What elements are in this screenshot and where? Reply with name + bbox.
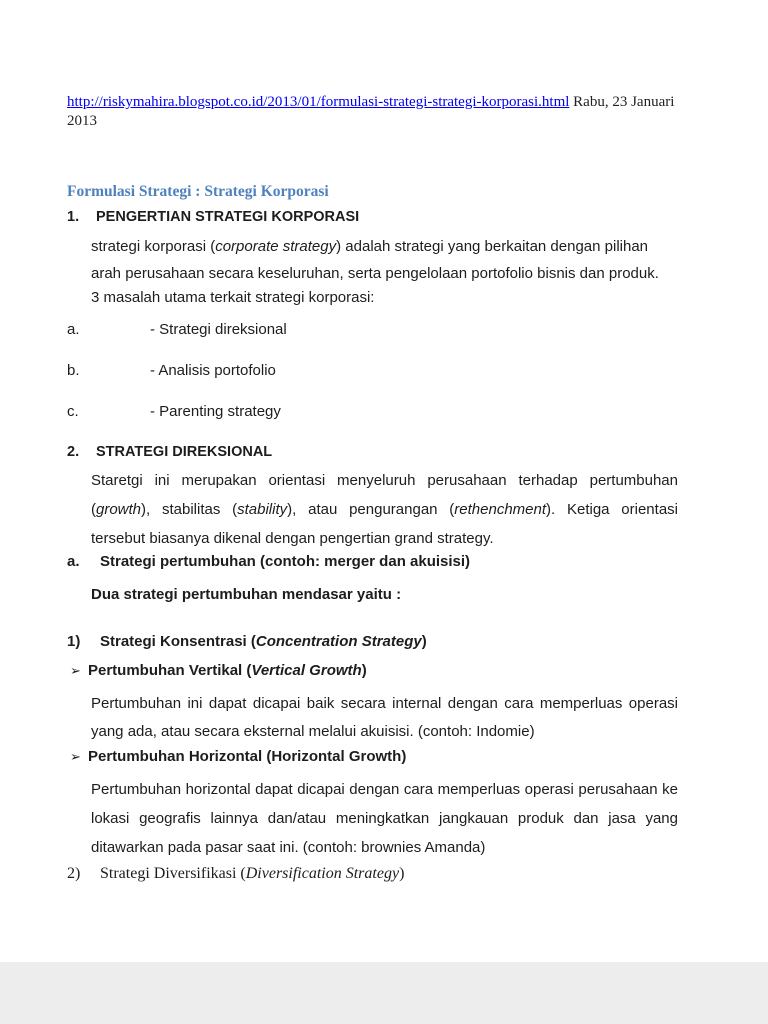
list-item-b <box>67 362 678 380</box>
list-item-c <box>67 403 678 421</box>
list-item-text: - Parenting strategy <box>150 403 281 420</box>
section-2-heading <box>67 443 678 461</box>
paragraph-horizontal: Pertumbuhan horizontal dapat dicapai dengan cara memperluas operasi perusahaan ke lokasi geografis lainnya dan/atau meningkatkan jangkauan produk dan jasa yang ditawarkan pada pasar saat ini. (contoh: brownies Amanda) <box>91 781 678 856</box>
paragraph-text: strategi korporasi ( <box>91 238 216 255</box>
paragraph-text: ) adalah strategi yang berkaitan dengan pilihan arah perusahaan secara keseluruhan, serta pengelolaan portofolio bisnis dan produk. <box>91 238 659 282</box>
section-1-heading <box>67 208 678 226</box>
italic-term: corporate strategy <box>215 238 337 255</box>
item-text-part: Strategi Konsentrasi ( <box>100 633 256 650</box>
list-item-a <box>67 321 678 339</box>
list-item-text: - Strategi direksional <box>150 321 287 338</box>
italic-term: Diversification Strategy <box>245 865 400 882</box>
list-item-label: c. <box>67 403 79 420</box>
bullet-text <box>88 662 367 680</box>
bullet-pertumbuhan-vertikal <box>67 662 678 680</box>
item-text <box>100 864 404 884</box>
paragraph-vertikal: Pertumbuhan ini dapat dicapai baik secara internal dengan cara memperluas operasi yang ada, atau secara eksternal melalui akuisisi. (contoh: Indomie) <box>91 695 678 740</box>
item-text-part: Strategi Diversifikasi ( <box>100 865 246 882</box>
italic-term: Concentration Strategy <box>255 633 422 650</box>
item-text-part: ) <box>421 633 427 650</box>
item-text: Strategi pertumbuhan (contoh: merger dan akuisisi) <box>100 553 471 570</box>
list-item-label: b. <box>67 362 80 379</box>
post-date: Rabu, 23 Januari 2013 <box>67 94 675 129</box>
list-item-text: - Analisis portofolio <box>150 362 276 379</box>
arrow-bullet-icon: ➢ <box>70 749 81 764</box>
section-2-title: STRATEGI DIREKSIONAL <box>96 444 273 460</box>
document-title: Formulasi Strategi : Strategi Korporasi <box>67 183 329 200</box>
item-strategi-pertumbuhan <box>67 553 678 571</box>
item-label: 1) <box>67 633 81 650</box>
paragraph-definisi <box>91 233 678 287</box>
italic-term: growth <box>96 501 142 518</box>
italic-term: stability <box>237 501 288 518</box>
item-label: 2) <box>67 865 81 882</box>
section-1-number: 1. <box>67 209 80 225</box>
bullet-text-part: Pertumbuhan Vertikal ( <box>88 662 252 679</box>
bullet-text-part: ) <box>361 662 367 679</box>
bullet-text: Pertumbuhan Horizontal (Horizontal Growth) <box>88 748 407 765</box>
italic-term: rethenchment <box>454 501 547 518</box>
paragraph-tiga-masalah: 3 masalah utama terkait strategi korporasi: <box>91 289 375 306</box>
paragraph-text: ). Ketiga orientasi tersebut biasanya dikenal dengan pengertian grand strategy. <box>91 501 678 547</box>
bullet-pertumbuhan-horizontal <box>67 748 678 766</box>
item-label: a. <box>67 553 80 570</box>
paragraph-dua-strategi: Dua strategi pertumbuhan mendasar yaitu : <box>91 586 402 603</box>
section-1-title: PENGERTIAN STRATEGI KORPORASI <box>96 209 360 225</box>
item-strategi-diversifikasi <box>67 864 678 884</box>
paragraph-text: Staretgi ini merupakan orientasi menyeluruh perusahaan terhadap pertumbuhan ( <box>91 472 678 518</box>
page-bottom-gutter <box>0 962 768 1024</box>
list-item-label: a. <box>67 321 80 338</box>
header-link-line <box>67 93 678 131</box>
section-2-number: 2. <box>67 444 80 460</box>
item-text <box>100 633 427 651</box>
item-text-part: ) <box>399 865 405 882</box>
arrow-bullet-icon: ➢ <box>70 663 81 678</box>
item-strategi-konsentrasi <box>67 633 678 651</box>
paragraph-text: ), atau pengurangan ( <box>287 501 455 518</box>
paragraph-text: ), stabilitas ( <box>141 501 238 518</box>
italic-term: Vertical Growth <box>251 662 362 679</box>
post-url-link[interactable]: http://riskymahira.blogspot.co.id/2013/01/formulasi-strategi-strategi-korporasi.html <box>67 94 570 110</box>
paragraph-direksional <box>91 466 678 553</box>
